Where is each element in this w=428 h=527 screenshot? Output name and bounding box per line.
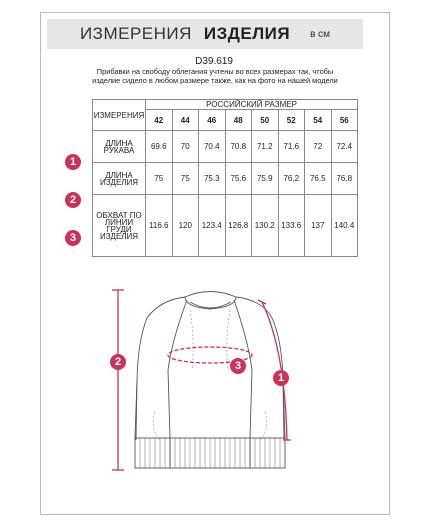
table-cell: 140.4: [331, 195, 358, 257]
size-header: 42: [146, 110, 173, 131]
table-cell: 137: [305, 195, 332, 257]
table-cell: 133.6: [278, 195, 305, 257]
table-cell: 69.6: [146, 131, 173, 163]
table-cell: 70.4: [199, 131, 226, 163]
table-cell: 70: [172, 131, 199, 163]
table-corner-label: ИЗМЕРЕНИЯ: [93, 100, 146, 131]
table-cell: 130.2: [252, 195, 279, 257]
row-label: ДЛИНА ИЗДЕЛИЯ: [93, 163, 146, 195]
table-cell: 75.3: [199, 163, 226, 195]
table-cell: 120: [172, 195, 199, 257]
table-cell: 75.6: [225, 163, 252, 195]
measure-badge-sleeve: 1: [273, 370, 289, 386]
row-label: ОБХВАТ ПО ЛИНИИ ГРУДИ ИЗДЕЛИЯ: [93, 195, 146, 257]
size-header: 50: [252, 110, 279, 131]
size-header: 52: [278, 110, 305, 131]
size-header: 46: [199, 110, 226, 131]
table-cell: 75: [146, 163, 173, 195]
title-bold: ИЗДЕЛИЯ: [203, 24, 291, 43]
table-cell: 72.4: [331, 131, 358, 163]
table-cell: 123.4: [199, 195, 226, 257]
cable-pattern: [153, 310, 266, 440]
size-header: 56: [331, 110, 358, 131]
table-group-label: РОССИЙСКИЙ РАЗМЕР: [146, 100, 358, 110]
row-number-badge: 1: [65, 154, 81, 170]
fit-note: Прибавки на свободу облегания учтены во всех размерах так, чтобы изделие сидело в любом размере также, как на фото на нашей модели: [92, 67, 338, 85]
measure-lines: [112, 290, 291, 470]
table-cell: 126.8: [225, 195, 252, 257]
table-cell: 70.8: [225, 131, 252, 163]
table-cell: 76.5: [305, 163, 332, 195]
size-header: 48: [225, 110, 252, 131]
row-number-badge: 3: [65, 230, 81, 246]
measure-badge-chest: 3: [230, 358, 246, 374]
article-code: D39.619: [195, 56, 233, 67]
title-light: ИЗМЕРЕНИЯ: [79, 24, 192, 43]
row-label: ДЛИНА РУКАВА: [93, 131, 146, 163]
table-cell: 116.6: [146, 195, 173, 257]
table-cell: 75.9: [252, 163, 279, 195]
row-number-badge: 2: [65, 192, 81, 208]
measure-badge-length: 2: [110, 354, 126, 370]
table-cell: 72: [305, 131, 332, 163]
size-header: 44: [172, 110, 199, 131]
table-cell: 76.2: [278, 163, 305, 195]
unit-label: в см: [310, 28, 331, 40]
ribbing-lines: [140, 438, 280, 468]
table-cell: 76.8: [331, 163, 358, 195]
table-cell: 71.2: [252, 131, 279, 163]
table-cell: 71.6: [278, 131, 305, 163]
size-header: 54: [305, 110, 332, 131]
table-cell: 75: [172, 163, 199, 195]
